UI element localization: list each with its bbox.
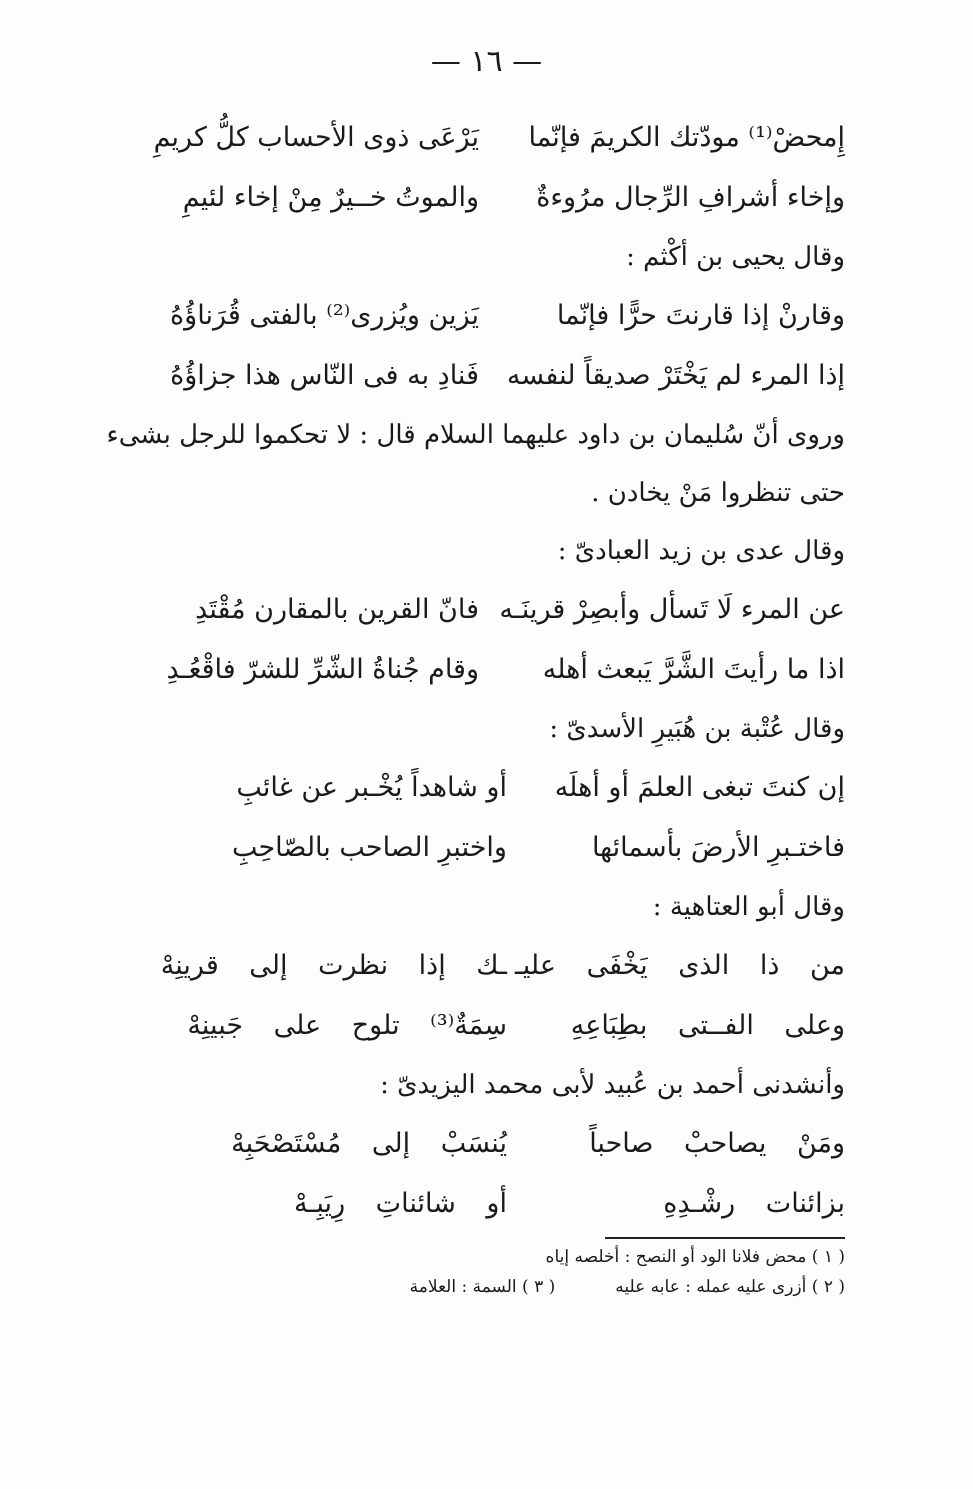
- footnote: ( ١ ) محض فلانا الود أو النصح : أخلصه إياه: [545, 1247, 845, 1267]
- verse-first-hemistich: ومَنْ يصاحبْ صاحباً: [589, 1128, 845, 1159]
- verse-first-hemistich: إذا المرء لم يَخْتَرْ صديقاً لنفسه: [506, 360, 845, 391]
- footnote: ( ٣ ) السمة : العلامة: [409, 1277, 556, 1297]
- verse-line: [129, 758, 845, 818]
- prose-line: وروى أنّ سُليمان بن داود عليهما السلام قال : لا تحكموا للرجل بشىء: [106, 420, 845, 450]
- verse-first-hemistich: إن كنتَ تبغى العلمَ أو أهلَه: [554, 772, 845, 803]
- prose-paragraph: [106, 406, 845, 522]
- verse-line: [129, 168, 845, 228]
- footnote: ( ٢ ) أزرى عليه عمله : عابه عليه: [615, 1277, 845, 1297]
- page-body: [106, 108, 845, 1234]
- verse-second-hemistich: يَزين ويُزرى⁽²⁾ بالفتى قُرَناؤُهُ: [170, 300, 479, 331]
- verse-first-hemistich: من ذا الذى يَخْفَى عليـ: [514, 950, 845, 981]
- verse-line: [129, 580, 845, 640]
- verse-first-hemistich: وعلى الفــتى بطِبَاعِهِ: [570, 1010, 845, 1041]
- verse-second-hemistich: واختبرِ الصاحب بالصّاحِبِ: [231, 832, 507, 863]
- verse-second-hemistich: والموتُ خــيرٌ مِنْ إخاء لئيمِ: [182, 182, 479, 213]
- attribution-heading: وقال يحيى بن أكْثم :: [626, 242, 845, 272]
- verse-second-hemistich: سِمَةٌ⁽³⁾ تلوح على جَبينِهْ: [187, 1010, 507, 1041]
- prose-line: حتى تنظروا مَنْ يخادن .: [591, 478, 845, 508]
- attribution-heading: وأنشدنى أحمد بن عُبيد لأبى محمد اليزيدىّ :: [380, 1070, 845, 1100]
- verse-line: [129, 936, 845, 996]
- verse-first-hemistich: عن المرء لَا تَسأل وأبصِرْ قرينَـه: [499, 594, 845, 625]
- verse-first-hemistich: فاختـبرِ الأرضَ بأسمائها: [591, 832, 845, 863]
- page-number: — ١٦ —: [430, 44, 543, 79]
- verse-line: [129, 996, 845, 1056]
- footnote-row: [129, 1242, 845, 1272]
- verse-second-hemistich: فانّ القرين بالمقارن مُقْتَدِ: [195, 594, 479, 625]
- verse-line: [129, 640, 845, 700]
- verse-line: [129, 818, 845, 878]
- verse-line: [129, 1114, 845, 1174]
- verse-first-hemistich: وقارنْ إذا قارنتَ حرًّا فإنّما: [556, 300, 845, 331]
- attribution-heading: وقال عدى بن زيد العبادىّ :: [557, 536, 845, 566]
- verse-second-hemistich: وقام جُناةُ الشّرِّ للشرّ فاقْعُـدِ: [166, 654, 479, 685]
- verse-line: [129, 346, 845, 406]
- verse-first-hemistich: وإخاء أشرافِ الرِّجال مرُوءةٌ: [536, 182, 845, 213]
- verse-line: [129, 108, 845, 168]
- attribution-heading: وقال أبو العتاهية :: [652, 892, 845, 922]
- verse-second-hemistich: أو شاهداً يُخْـبر عن غائبِ: [236, 772, 507, 803]
- verse-first-hemistich: بزائنات رشْـدِهِ: [663, 1188, 845, 1219]
- verse-second-hemistich: يُنسَبْ إلى مُسْتَصْحَبِهْ: [231, 1128, 507, 1159]
- footnote-divider: [605, 1237, 845, 1239]
- verse-first-hemistich: اذا ما رأيتَ الشَّرَّ يَبعث أهله: [542, 654, 845, 685]
- footnote-row: [129, 1272, 845, 1302]
- verse-line: [129, 1174, 845, 1234]
- footnotes: [129, 1242, 845, 1302]
- verse-line: [129, 286, 845, 346]
- verse-second-hemistich: فَنادِ به فى النّاس هذا جزاؤُهُ: [170, 360, 479, 391]
- attribution-heading: وقال عُتْبة بن هُبَيرِ الأسدىّ :: [549, 714, 845, 744]
- verse-second-hemistich: أو شائناتِ رِيَبِـهْ: [294, 1188, 507, 1219]
- verse-second-hemistich: يَرْعَى ذوى الأحساب كلُّ كريمِ: [153, 122, 479, 153]
- verse-first-hemistich: إِمحضْ⁽¹⁾ مودّتك الكريمَ فإنّما: [528, 122, 845, 153]
- verse-second-hemistich: ـك إذا نظرت إلى قرينِهْ: [160, 950, 507, 981]
